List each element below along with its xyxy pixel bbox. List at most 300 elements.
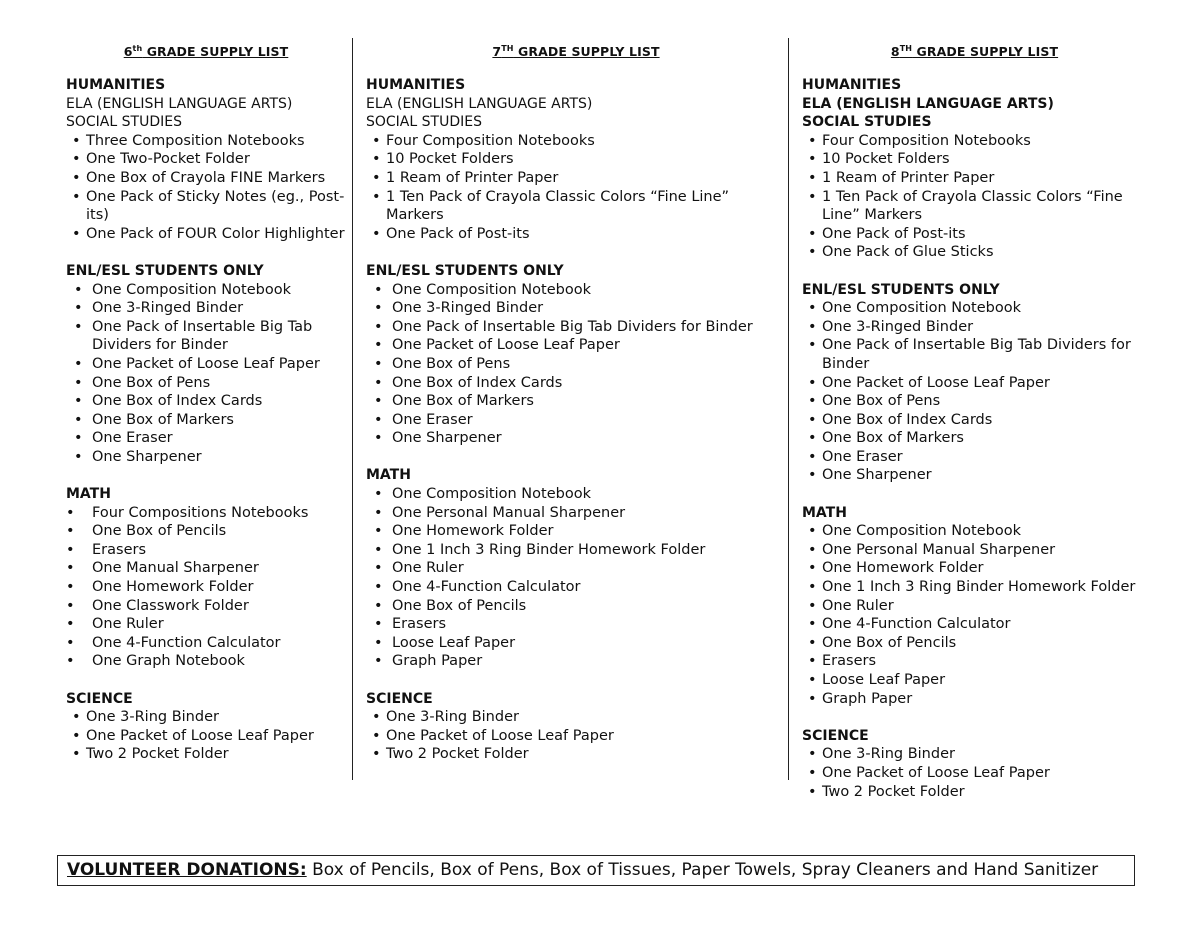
bullet-icon: • bbox=[808, 300, 817, 317]
ela-subheading: ELA (ENGLISH LANGUAGE ARTS) bbox=[366, 95, 593, 112]
list-item bbox=[66, 652, 346, 671]
item-text: One Two-Pocket Folder bbox=[86, 151, 250, 168]
bullet-icon: • bbox=[74, 355, 83, 372]
bullet-icon: • bbox=[808, 374, 817, 391]
item-text: Graph Paper bbox=[392, 653, 483, 670]
bullet-icon: • bbox=[74, 374, 83, 391]
item-text: One Box of Pencils bbox=[92, 523, 227, 540]
section-heading: MATH bbox=[802, 504, 847, 521]
list-item bbox=[66, 392, 346, 411]
item-text: One Ruler bbox=[822, 597, 894, 614]
bullet-icon: • bbox=[372, 727, 381, 744]
bullet-icon: • bbox=[808, 672, 817, 688]
list-item bbox=[366, 188, 786, 225]
item-text: One Manual Sharpener bbox=[92, 560, 259, 577]
bullet-icon: • bbox=[66, 504, 75, 521]
bullet-icon: • bbox=[808, 783, 817, 800]
bullet-icon: • bbox=[808, 467, 817, 484]
item-text: One Classwork Folder bbox=[92, 597, 249, 614]
item-text: One Pack of Sticky Notes (eg., Post-its) bbox=[86, 188, 345, 224]
bullet-icon: • bbox=[72, 169, 81, 186]
item-text: Erasers bbox=[392, 616, 446, 633]
bullet-icon: • bbox=[808, 746, 817, 763]
item-text: Erasers bbox=[822, 653, 876, 670]
social-studies-subheading: SOCIAL STUDIES bbox=[66, 114, 182, 131]
item-text: One 3-Ring Binder bbox=[822, 746, 955, 763]
list-item bbox=[366, 597, 786, 616]
bullet-icon: • bbox=[808, 430, 817, 447]
bullet-icon: • bbox=[808, 393, 817, 410]
item-text: Four Composition Notebooks bbox=[822, 132, 1031, 149]
item-text: One Box of Pens bbox=[822, 393, 941, 410]
bullet-icon: • bbox=[808, 337, 817, 354]
bullet-icon: • bbox=[808, 244, 817, 261]
item-text: One Box of Crayola FINE Markers bbox=[86, 169, 326, 186]
section-heading: SCIENCE bbox=[366, 690, 433, 707]
list-item bbox=[66, 727, 346, 746]
list-item bbox=[66, 355, 346, 374]
list-item bbox=[802, 541, 1147, 560]
list-item bbox=[802, 764, 1147, 783]
item-text: Four Compositions Notebooks bbox=[92, 504, 309, 521]
list-item bbox=[366, 652, 786, 671]
science-section bbox=[66, 690, 346, 764]
item-text: One 3-Ring Binder bbox=[86, 709, 219, 726]
bullet-icon: • bbox=[374, 541, 383, 558]
ela-subheading: ELA (ENGLISH LANGUAGE ARTS) bbox=[802, 95, 1054, 112]
list-item bbox=[366, 132, 786, 151]
item-text: One 4-Function Calculator bbox=[822, 616, 1011, 633]
list-item bbox=[366, 578, 786, 597]
bullet-icon: • bbox=[374, 374, 383, 391]
supply-list bbox=[802, 522, 1147, 708]
list-item bbox=[802, 578, 1147, 597]
item-text: One Eraser bbox=[392, 411, 473, 428]
bullet-icon: • bbox=[66, 634, 75, 651]
bullet-icon: • bbox=[808, 616, 817, 633]
item-text: One Box of Index Cards bbox=[392, 374, 563, 391]
list-item bbox=[66, 281, 346, 300]
list-item bbox=[802, 336, 1147, 373]
item-text: One Packet of Loose Leaf Paper bbox=[386, 727, 614, 744]
bullet-icon: • bbox=[808, 169, 817, 186]
list-item bbox=[366, 336, 786, 355]
list-item bbox=[66, 169, 346, 188]
supply-list bbox=[66, 281, 346, 467]
item-text: One 3-Ring Binder bbox=[386, 709, 519, 726]
bullet-icon: • bbox=[808, 579, 817, 596]
title-grade-suffix: th bbox=[132, 44, 143, 53]
bullet-icon: • bbox=[808, 541, 817, 558]
item-text: One Box of Pencils bbox=[392, 597, 527, 614]
list-item bbox=[366, 169, 786, 188]
item-text: One Pack of Insertable Big Tab Dividers for Binder bbox=[822, 337, 1131, 372]
bullet-icon: • bbox=[374, 281, 383, 298]
item-text: One 3-Ringed Binder bbox=[92, 300, 244, 317]
bullet-icon: • bbox=[808, 523, 817, 540]
bullet-icon: • bbox=[374, 597, 383, 614]
item-text: One Homework Folder bbox=[822, 560, 984, 577]
section-heading: SCIENCE bbox=[66, 690, 133, 707]
item-text: One Box of Pens bbox=[92, 374, 211, 391]
bullet-icon: • bbox=[74, 281, 83, 298]
item-text: One Graph Notebook bbox=[92, 653, 245, 670]
item-text: One Box of Index Cards bbox=[92, 393, 263, 410]
item-text: One Sharpener bbox=[822, 467, 932, 484]
donations-text: Box of Pencils, Box of Pens, Box of Tissues, Paper Towels, Spray Cleaners and Hand Sanitizer bbox=[306, 860, 1099, 880]
bullet-icon: • bbox=[374, 579, 383, 596]
title-grade-number: 6 bbox=[123, 44, 133, 60]
title-grade-number: 8 bbox=[890, 44, 900, 60]
list-item bbox=[802, 169, 1147, 188]
item-text: 10 Pocket Folders bbox=[386, 151, 514, 168]
supply-list bbox=[366, 132, 786, 244]
list-item bbox=[366, 727, 786, 746]
item-text: One Homework Folder bbox=[392, 523, 554, 540]
item-text: One Box of Pens bbox=[392, 355, 511, 372]
bullet-icon: • bbox=[808, 597, 817, 614]
bullet-icon: • bbox=[72, 151, 81, 168]
item-text: Two 2 Pocket Folder bbox=[86, 746, 229, 763]
item-text: One Sharpener bbox=[392, 430, 502, 447]
item-text: One Personal Manual Sharpener bbox=[392, 504, 626, 521]
list-item bbox=[66, 559, 346, 578]
bullet-icon: • bbox=[374, 337, 383, 354]
item-text: One Sharpener bbox=[92, 448, 202, 465]
list-item bbox=[66, 225, 346, 244]
item-text: 1 Ten Pack of Crayola Classic Colors “Fine Line” Markers bbox=[822, 188, 1123, 224]
list-item bbox=[802, 299, 1147, 318]
bullet-icon: • bbox=[66, 523, 75, 540]
item-text: Graph Paper bbox=[822, 690, 913, 707]
list-item bbox=[66, 634, 346, 653]
bullet-icon: • bbox=[374, 504, 383, 521]
item-text: One Pack of Post-its bbox=[822, 225, 966, 242]
supply-list bbox=[66, 132, 346, 244]
section-heading: HUMANITIES bbox=[802, 77, 902, 93]
list-item bbox=[802, 188, 1147, 225]
item-text: One Composition Notebook bbox=[92, 281, 291, 298]
bullet-icon: • bbox=[74, 393, 83, 410]
item-text: Four Composition Notebooks bbox=[386, 132, 595, 149]
bullet-icon: • bbox=[374, 411, 383, 428]
grade-8-column bbox=[802, 40, 1147, 820]
item-text: Three Composition Notebooks bbox=[86, 132, 305, 149]
item-text: One Homework Folder bbox=[92, 579, 254, 596]
list-item bbox=[802, 374, 1147, 393]
list-item bbox=[366, 615, 786, 634]
list-item bbox=[802, 615, 1147, 634]
bullet-icon: • bbox=[372, 225, 381, 242]
bullet-icon: • bbox=[74, 430, 83, 447]
item-text: One Packet of Loose Leaf Paper bbox=[392, 337, 620, 354]
item-text: One Packet of Loose Leaf Paper bbox=[822, 374, 1050, 391]
item-text: One Packet of Loose Leaf Paper bbox=[92, 355, 320, 372]
item-text: One Box of Markers bbox=[92, 411, 234, 428]
list-item bbox=[802, 132, 1147, 151]
science-section bbox=[366, 690, 786, 764]
item-text: One Box of Markers bbox=[822, 430, 964, 447]
item-text: Loose Leaf Paper bbox=[392, 634, 516, 651]
item-text: 10 Pocket Folders bbox=[822, 151, 950, 168]
bullet-icon: • bbox=[372, 151, 381, 168]
section-heading: MATH bbox=[366, 467, 411, 484]
bullet-icon: • bbox=[374, 486, 383, 503]
section-heading: ENL/ESL STUDENTS ONLY bbox=[802, 281, 1000, 298]
item-text: One Pack of Insertable Big Tab Dividers for Binder bbox=[92, 318, 313, 354]
bullet-icon: • bbox=[372, 169, 381, 186]
supply-list bbox=[802, 745, 1147, 801]
item-text: One Composition Notebook bbox=[822, 300, 1021, 317]
bullet-icon: • bbox=[72, 132, 81, 149]
list-item bbox=[366, 299, 786, 318]
bullet-icon: • bbox=[74, 448, 83, 465]
bullet-icon: • bbox=[374, 318, 383, 335]
item-text: One Personal Manual Sharpener bbox=[822, 541, 1056, 558]
bullet-icon: • bbox=[72, 727, 81, 744]
list-item bbox=[66, 374, 346, 393]
supply-list bbox=[802, 132, 1147, 262]
item-text: One Composition Notebook bbox=[392, 281, 591, 298]
grade-7-column bbox=[366, 40, 786, 783]
bullet-icon: • bbox=[374, 393, 383, 410]
item-text: One 4-Function Calculator bbox=[92, 634, 281, 651]
list-item bbox=[802, 634, 1147, 653]
item-text: 1 Ream of Printer Paper bbox=[386, 169, 559, 186]
list-item bbox=[366, 355, 786, 374]
humanities-section bbox=[366, 76, 786, 243]
section-heading: HUMANITIES bbox=[66, 77, 166, 93]
item-text: One Box of Pencils bbox=[822, 634, 957, 651]
list-item bbox=[366, 485, 786, 504]
bullet-icon: • bbox=[66, 541, 75, 558]
item-text: Two 2 Pocket Folder bbox=[822, 783, 965, 800]
item-text: One Packet of Loose Leaf Paper bbox=[822, 764, 1050, 781]
supply-list bbox=[802, 299, 1147, 485]
bullet-icon: • bbox=[74, 411, 83, 428]
esl-section bbox=[66, 262, 346, 467]
item-text: One Box of Index Cards bbox=[822, 411, 993, 428]
bullet-icon: • bbox=[372, 709, 381, 726]
list-item bbox=[66, 318, 346, 355]
list-item bbox=[66, 597, 346, 616]
list-item bbox=[66, 448, 346, 467]
list-item bbox=[366, 281, 786, 300]
section-heading: SCIENCE bbox=[802, 727, 869, 744]
item-text: One Box of Markers bbox=[392, 393, 534, 410]
bullet-icon: • bbox=[808, 411, 817, 428]
section-heading: MATH bbox=[66, 486, 111, 503]
item-text: One Ruler bbox=[392, 560, 464, 577]
column-title bbox=[366, 40, 786, 58]
bullet-icon: • bbox=[72, 746, 81, 763]
list-item bbox=[366, 392, 786, 411]
list-item bbox=[66, 299, 346, 318]
item-text: 1 Ream of Printer Paper bbox=[822, 169, 995, 186]
item-text: One Pack of FOUR Color Highlighter bbox=[86, 225, 345, 242]
supply-list bbox=[366, 708, 786, 764]
list-item bbox=[366, 745, 786, 764]
bullet-icon: • bbox=[66, 616, 75, 633]
list-item bbox=[366, 708, 786, 727]
item-text: Two 2 Pocket Folder bbox=[386, 746, 529, 763]
grade-6-column bbox=[66, 40, 346, 783]
bullet-icon: • bbox=[808, 188, 817, 205]
item-text: One 1 Inch 3 Ring Binder Homework Folder bbox=[392, 541, 706, 558]
list-item bbox=[802, 522, 1147, 541]
bullet-icon: • bbox=[374, 653, 383, 670]
list-item bbox=[66, 745, 346, 764]
humanities-section bbox=[802, 76, 1147, 262]
bullet-icon: • bbox=[72, 188, 81, 205]
list-item bbox=[802, 318, 1147, 337]
item-text: 1 Ten Pack of Crayola Classic Colors “Fine Line” Markers bbox=[386, 188, 730, 224]
bullet-icon: • bbox=[74, 300, 83, 317]
supply-list bbox=[66, 708, 346, 764]
bullet-icon: • bbox=[66, 597, 75, 614]
bullet-icon: • bbox=[66, 560, 75, 577]
title-grade-number: 7 bbox=[492, 44, 502, 60]
math-section bbox=[66, 485, 346, 671]
supply-list bbox=[366, 485, 786, 671]
esl-section bbox=[366, 262, 786, 448]
list-item bbox=[802, 448, 1147, 467]
item-text: One 3-Ringed Binder bbox=[392, 300, 544, 317]
list-item bbox=[366, 150, 786, 169]
item-text: One Composition Notebook bbox=[822, 523, 1021, 540]
item-text: One Packet of Loose Leaf Paper bbox=[86, 727, 314, 744]
list-item bbox=[366, 634, 786, 653]
item-text: One 1 Inch 3 Ring Binder Homework Folder bbox=[822, 579, 1136, 596]
item-text: One Pack of Insertable Big Tab Dividers for Binder bbox=[392, 318, 753, 335]
title-text: GRADE SUPPLY LIST bbox=[142, 44, 289, 60]
list-item bbox=[802, 783, 1147, 802]
list-item bbox=[802, 466, 1147, 485]
bullet-icon: • bbox=[66, 579, 75, 596]
list-item bbox=[802, 411, 1147, 430]
social-studies-subheading: SOCIAL STUDIES bbox=[366, 114, 482, 131]
list-item bbox=[66, 578, 346, 597]
list-item bbox=[66, 522, 346, 541]
bullet-icon: • bbox=[808, 634, 817, 651]
bullet-icon: • bbox=[372, 746, 381, 763]
ela-subheading: ELA (ENGLISH LANGUAGE ARTS) bbox=[66, 95, 293, 112]
list-item bbox=[366, 559, 786, 578]
item-text: Erasers bbox=[92, 541, 146, 558]
bullet-icon: • bbox=[372, 132, 381, 149]
title-grade-suffix: TH bbox=[501, 44, 514, 53]
list-item bbox=[366, 541, 786, 560]
item-text: One Eraser bbox=[92, 430, 173, 447]
bullet-icon: • bbox=[72, 709, 81, 726]
list-item bbox=[66, 504, 346, 523]
bullet-icon: • bbox=[808, 225, 817, 242]
title-text: GRADE SUPPLY LIST bbox=[513, 44, 660, 60]
title-grade-suffix: TH bbox=[899, 44, 913, 53]
item-text: Loose Leaf Paper bbox=[822, 672, 946, 688]
supply-list bbox=[366, 281, 786, 448]
column-divider bbox=[788, 38, 789, 780]
list-item bbox=[66, 541, 346, 560]
math-section bbox=[802, 504, 1147, 709]
list-item bbox=[802, 150, 1147, 169]
bullet-icon: • bbox=[808, 764, 817, 781]
list-item bbox=[366, 429, 786, 448]
volunteer-donations-box bbox=[57, 855, 1135, 886]
bullet-icon: • bbox=[808, 132, 817, 149]
bullet-icon: • bbox=[808, 151, 817, 168]
bullet-icon: • bbox=[374, 634, 383, 651]
list-item bbox=[802, 597, 1147, 616]
list-item bbox=[66, 615, 346, 634]
supply-list bbox=[66, 504, 346, 671]
list-item bbox=[66, 429, 346, 448]
list-item bbox=[802, 690, 1147, 709]
item-text: One 3-Ringed Binder bbox=[822, 318, 974, 335]
list-item bbox=[66, 188, 346, 225]
title-text: GRADE SUPPLY LIST bbox=[912, 44, 1059, 60]
column-title bbox=[802, 40, 1147, 58]
esl-section bbox=[802, 281, 1147, 486]
science-section bbox=[802, 727, 1147, 801]
list-item bbox=[802, 559, 1147, 578]
section-heading: ENL/ESL STUDENTS ONLY bbox=[366, 262, 564, 279]
bullet-icon: • bbox=[808, 690, 817, 707]
section-heading: HUMANITIES bbox=[366, 77, 466, 93]
item-text: One Ruler bbox=[92, 616, 164, 633]
list-item bbox=[802, 671, 1147, 690]
column-title bbox=[66, 40, 346, 58]
list-item bbox=[366, 374, 786, 393]
list-item bbox=[366, 318, 786, 337]
list-item bbox=[802, 652, 1147, 671]
list-item bbox=[66, 150, 346, 169]
list-item bbox=[366, 411, 786, 430]
bullet-icon: • bbox=[374, 300, 383, 317]
list-item bbox=[802, 392, 1147, 411]
list-item bbox=[802, 745, 1147, 764]
column-divider bbox=[352, 38, 353, 780]
list-item bbox=[366, 522, 786, 541]
social-studies-subheading: SOCIAL STUDIES bbox=[802, 114, 932, 131]
bullet-icon: • bbox=[372, 188, 381, 205]
list-item bbox=[802, 429, 1147, 448]
math-section bbox=[366, 466, 786, 671]
item-text: One Composition Notebook bbox=[392, 486, 591, 503]
bullet-icon: • bbox=[74, 318, 83, 335]
bullet-icon: • bbox=[808, 560, 817, 577]
bullet-icon: • bbox=[374, 523, 383, 540]
bullet-icon: • bbox=[374, 355, 383, 372]
item-text: One Eraser bbox=[822, 448, 903, 465]
list-item bbox=[66, 411, 346, 430]
item-text: One Pack of Glue Sticks bbox=[822, 244, 994, 261]
bullet-icon: • bbox=[374, 430, 383, 447]
item-text: One 4-Function Calculator bbox=[392, 579, 581, 596]
bullet-icon: • bbox=[374, 616, 383, 633]
bullet-icon: • bbox=[808, 448, 817, 465]
list-item bbox=[66, 708, 346, 727]
list-item bbox=[66, 132, 346, 151]
list-item bbox=[802, 225, 1147, 244]
section-heading: ENL/ESL STUDENTS ONLY bbox=[66, 262, 264, 279]
bullet-icon: • bbox=[374, 560, 383, 577]
humanities-section bbox=[66, 76, 346, 243]
list-item bbox=[802, 243, 1147, 262]
bullet-icon: • bbox=[72, 225, 81, 242]
bullet-icon: • bbox=[808, 318, 817, 335]
bullet-icon: • bbox=[66, 653, 75, 670]
